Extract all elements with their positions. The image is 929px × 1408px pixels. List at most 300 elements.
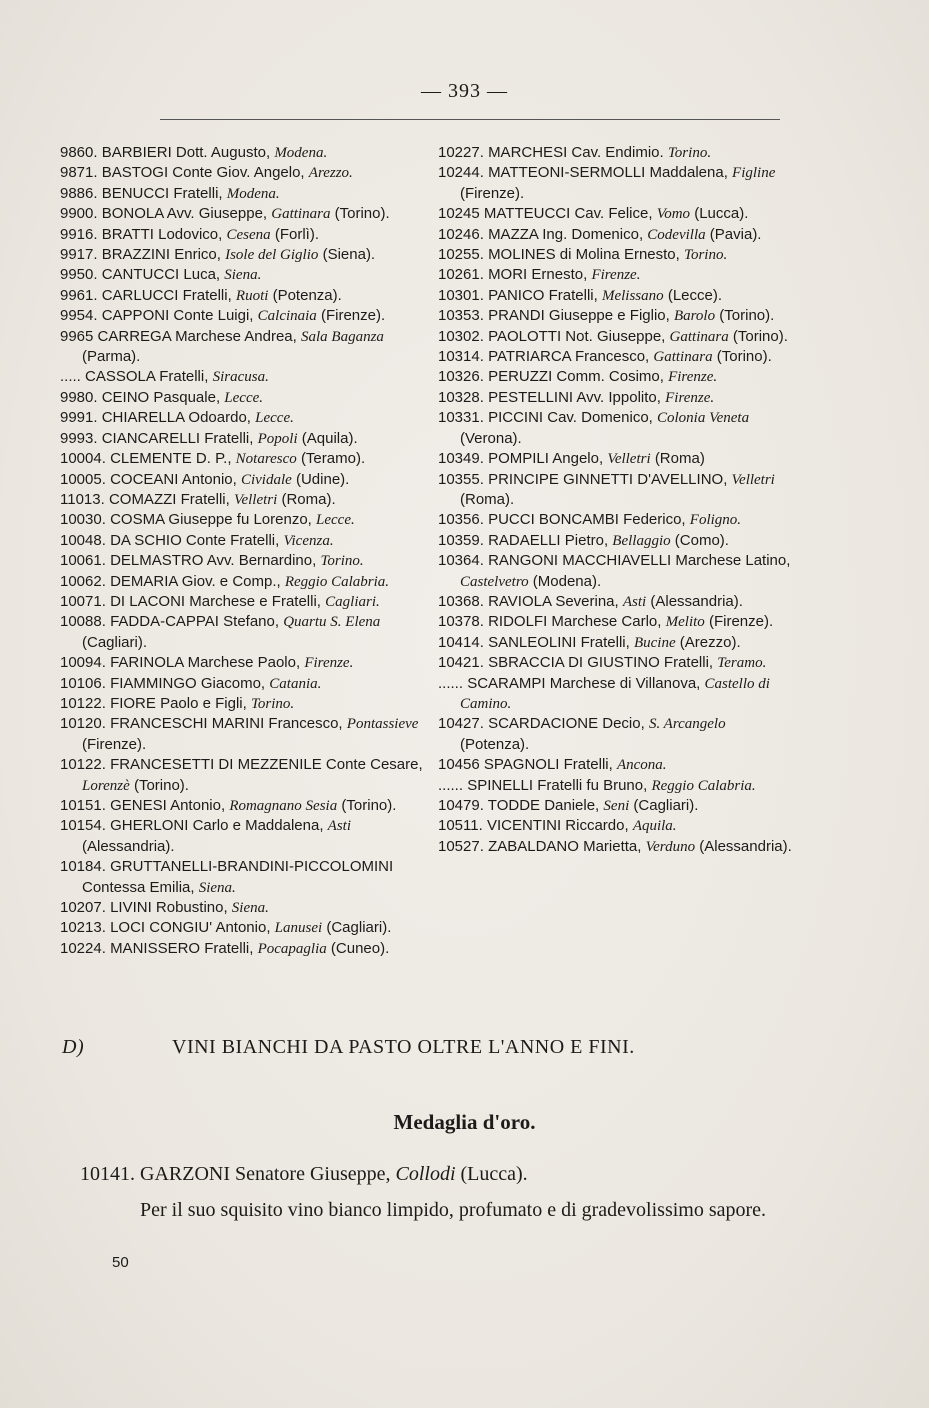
entry-number: 10227. — [438, 144, 484, 161]
entry-place: Torino. — [667, 145, 712, 161]
list-entry — [438, 551, 798, 592]
entry-number: 9991. — [60, 409, 98, 427]
entry-province: (Firenze). — [82, 735, 147, 753]
entry-place: Melissano — [601, 287, 664, 304]
award-number: 10141. — [80, 1163, 135, 1185]
entry-number: 10527. — [438, 837, 484, 855]
entry-number: 10048. — [60, 531, 106, 549]
list-entry — [438, 470, 798, 511]
list-entry — [60, 755, 425, 796]
entry-name: PRINCIPE GINNETTI D'AVELLINO, — [488, 470, 728, 488]
entry-name: CARREGA Marchese Andrea, — [97, 327, 297, 345]
medal-heading: Medaglia d'oro. — [393, 1110, 536, 1134]
entry-name: POMPILI Angelo, — [488, 450, 604, 468]
entry-place: Siena. — [231, 900, 269, 917]
entry-place: Colonia Veneta — [657, 410, 750, 427]
list-entry — [438, 449, 798, 469]
header-rule — [160, 119, 780, 120]
entry-province: (Aquila). — [301, 429, 358, 447]
entry-province: (Lucca). — [694, 205, 749, 223]
entry-number: 10184. — [60, 858, 106, 876]
entry-number: 10328. — [438, 388, 484, 406]
list-entry — [438, 367, 798, 387]
entry-province: (Potenza). — [460, 735, 530, 753]
entry-place: Sala Baganza — [300, 328, 384, 345]
entry-place: Lanusei — [274, 920, 323, 937]
entry-place: Codevilla — [647, 226, 706, 243]
entry-name: MANISSERO Fratelli, — [110, 939, 254, 957]
entry-name: COCEANI Antonio, — [110, 470, 237, 488]
list-entry — [60, 490, 425, 510]
entry-name: PICCINI Cav. Domenico, — [488, 409, 653, 427]
entry-number: 10151. — [60, 797, 106, 814]
entry-name: GRUTTANELLI-BRANDINI-PICCOLOMINI Contessa Emilia, — [82, 858, 394, 896]
entry-province: (Verona). — [460, 429, 522, 447]
entry-place: Foligno. — [689, 512, 742, 529]
entry-place: Teramo. — [717, 655, 767, 672]
list-entry — [438, 143, 798, 163]
entry-number: ...... — [438, 674, 464, 692]
entry-place: Velletri — [731, 471, 775, 488]
entry-name: VICENTINI Riccardo, — [486, 817, 629, 835]
entry-number: 10120. — [60, 715, 106, 733]
entry-place: Verduno — [645, 838, 696, 855]
entry-place: Pocapaglia — [257, 940, 327, 957]
entry-place: Barolo — [673, 308, 716, 325]
entry-place: Firenze. — [591, 267, 641, 284]
entry-name: DELMASTRO Avv. Bernardino, — [110, 552, 317, 570]
entry-name: DEMARIA Giov. e Comp., — [110, 572, 281, 590]
entry-province: (Roma) — [654, 450, 705, 468]
list-entry — [438, 837, 798, 857]
list-entry — [438, 347, 798, 367]
entry-name: PESTELLINI Avv. Ippolito, — [488, 388, 661, 406]
list-entry — [438, 531, 798, 551]
entry-name: PRANDI Giuseppe e Figlio, — [488, 307, 670, 325]
entry-number: 10122. — [60, 694, 106, 712]
entry-province: (Como). — [674, 531, 729, 549]
entry-province: (Torino). — [732, 327, 788, 345]
entry-name: RANGONI MACCHIAVELLI Marchese Latino, — [488, 552, 791, 570]
entry-name: BRAZZINI Enrico, — [101, 246, 221, 264]
entry-province: (Forlì). — [274, 225, 320, 243]
list-entry — [438, 714, 798, 755]
list-entry — [60, 694, 425, 714]
list-entry — [60, 225, 425, 245]
entry-place: Firenze. — [665, 389, 715, 406]
list-entry — [60, 367, 425, 387]
list-entry — [60, 898, 425, 918]
entry-number: 10246. — [438, 225, 484, 243]
entry-number: 9954. — [60, 307, 98, 325]
entry-place: Cividale — [240, 471, 292, 488]
entry-name: FRANCESCHI MARINI Francesco, — [110, 715, 343, 733]
entry-name: BENUCCI Fratelli, — [101, 184, 223, 202]
entry-place: Castelvetro — [460, 573, 529, 590]
entry-province: (Torino). — [719, 307, 775, 325]
list-entry — [438, 163, 798, 204]
right-column — [438, 143, 798, 857]
entry-number: 9950. — [60, 266, 98, 284]
entry-name: GHERLONI Carlo e Maddalena, — [110, 817, 324, 835]
entry-name: BONOLA Avv. Giuseppe, — [101, 205, 268, 223]
entry-name: RAVIOLA Severina, — [488, 592, 619, 610]
list-entry — [60, 572, 425, 592]
entry-place: Asti — [622, 593, 647, 610]
list-entry — [60, 857, 425, 898]
entry-name: DA SCHIO Conte Fratelli, — [110, 531, 280, 549]
entry-province: (Udine). — [295, 470, 350, 488]
entry-number: 10349. — [438, 450, 484, 468]
entry-place: Vomo — [656, 206, 691, 223]
entry-number: 10326. — [438, 368, 484, 386]
entry-province: (Firenze). — [460, 184, 525, 202]
list-entry — [438, 408, 798, 449]
entry-number: 10088. — [60, 613, 106, 631]
list-entry — [438, 388, 798, 408]
entry-number: 10224. — [60, 939, 106, 957]
entry-number: 9961. — [60, 286, 98, 304]
entry-province: (Cuneo). — [330, 939, 390, 957]
list-entry — [60, 612, 425, 653]
sheet-number: 50 — [112, 1254, 129, 1271]
entry-name: MOLINES di Molina Ernesto, — [488, 246, 680, 264]
list-entry — [438, 327, 798, 347]
entry-province: (Firenze). — [708, 613, 774, 631]
list-entry — [60, 510, 425, 530]
entry-place: Bellaggio — [612, 532, 671, 549]
entry-number: 10353. — [438, 307, 484, 325]
page-number: — 393 — — [421, 80, 508, 102]
entry-number: 10359. — [438, 531, 484, 549]
entry-name: PANICO Fratelli, — [488, 286, 598, 304]
entry-name: CARLUCCI Fratelli, — [101, 286, 232, 304]
entry-place: Modena. — [226, 185, 280, 202]
entry-name: CLEMENTE D. P., — [110, 450, 232, 468]
entry-name: MARCHESI Cav. Endimio. — [488, 144, 664, 161]
list-entry — [60, 408, 425, 428]
entry-province: (Roma). — [281, 490, 336, 508]
entry-number: 9886. — [60, 184, 98, 202]
entry-number: 10378. — [438, 613, 484, 631]
entry-name: FIORE Paolo e Figli, — [110, 694, 247, 712]
entry-name: MATTEUCCI Cav. Felice, — [483, 205, 653, 223]
entry-name: SPINELLI Fratelli fu Bruno, — [467, 776, 648, 794]
entry-number: 10213. — [60, 919, 106, 937]
entry-name: COSMA Giuseppe fu Lorenzo, — [110, 511, 312, 529]
list-entry — [60, 816, 425, 857]
entry-name: CHIARELLA Odoardo, — [101, 409, 251, 427]
list-entry — [60, 714, 425, 755]
list-entry — [60, 306, 425, 326]
entry-name: CANTUCCI Luca, — [101, 266, 221, 284]
entry-place: Modena. — [274, 145, 328, 161]
entry-place: Torino. — [683, 247, 728, 264]
entry-name: CEINO Pasquale, — [101, 388, 221, 406]
entry-number: 9916. — [60, 225, 98, 243]
list-entry — [60, 327, 425, 368]
entry-name: PUCCI BONCAMBI Federico, — [488, 511, 686, 529]
list-entry — [438, 653, 798, 673]
entry-place: Pontassieve — [346, 716, 419, 733]
entry-place: Catania. — [269, 675, 322, 692]
entry-province: (Cagliari). — [82, 633, 148, 651]
entry-place: Popoli — [257, 430, 298, 447]
entry-number: 10368. — [438, 592, 484, 610]
entry-name: PAOLOTTI Not. Giuseppe, — [488, 327, 666, 345]
entry-name: MORI Ernesto, — [488, 266, 588, 284]
entry-number: ...... — [438, 776, 464, 794]
entry-number: 10331. — [438, 409, 484, 427]
entry-name: CASSOLA Fratelli, — [85, 368, 209, 386]
left-column — [60, 143, 425, 959]
entry-place: Gattinara — [271, 206, 331, 223]
list-entry — [438, 245, 798, 265]
entry-province: (Torino). — [341, 797, 397, 814]
entry-number: 10154. — [60, 817, 106, 835]
entry-number: 10261. — [438, 266, 484, 284]
entry-place: Romagnano Sesia — [229, 798, 338, 814]
entry-place: Seni — [603, 798, 630, 814]
entry-place: Ancona. — [616, 757, 667, 774]
entry-province: (Modena). — [532, 572, 602, 590]
entry-number: 10062. — [60, 572, 106, 590]
award-entry — [80, 1160, 810, 1224]
entry-place: Firenze. — [304, 655, 354, 672]
list-entry — [60, 449, 425, 469]
entry-place: Aquila. — [632, 818, 677, 835]
list-entry — [60, 245, 425, 265]
entry-number: 10061. — [60, 552, 106, 570]
list-entry — [60, 204, 425, 224]
list-entry — [60, 918, 425, 938]
entry-place: Figline — [732, 165, 776, 182]
list-entry — [60, 143, 425, 163]
entry-province: (Alessandria). — [650, 592, 743, 610]
entry-number: 10356. — [438, 511, 484, 529]
entry-province: (Roma). — [460, 490, 515, 508]
entry-name: PERUZZI Comm. Cosimo, — [488, 368, 664, 386]
entry-name: CAPPONI Conte Luigi, — [101, 307, 254, 325]
entry-number: 10004. — [60, 450, 106, 468]
entry-name: SBRACCIA DI GIUSTINO Fratelli, — [488, 654, 714, 672]
entry-province: (Alessandria). — [699, 837, 792, 855]
entry-number: 10421. — [438, 654, 484, 672]
entry-number: ..... — [60, 368, 81, 386]
list-entry — [60, 939, 425, 959]
entry-place: Isole del Giglio — [225, 247, 319, 264]
list-entry — [60, 470, 425, 490]
entry-name: SCARAMPI Marchese di Villanova, — [467, 674, 701, 692]
entry-place: Cesena — [226, 226, 271, 243]
list-entry — [60, 653, 425, 673]
entry-place: Asti — [327, 818, 352, 835]
entry-name: BRATTI Lodovico, — [101, 225, 223, 243]
list-entry — [60, 551, 425, 571]
award-name: GARZONI Senatore Giuseppe, — [140, 1163, 391, 1185]
entry-place: Lecce. — [224, 389, 264, 406]
entry-number: 10301. — [438, 286, 484, 304]
list-entry — [60, 531, 425, 551]
entry-place: Torino. — [250, 695, 295, 712]
entry-province: (Cagliari). — [326, 919, 392, 937]
list-entry — [438, 225, 798, 245]
list-entry — [60, 388, 425, 408]
entry-place: Vicenza. — [283, 532, 334, 549]
entry-number: 10005. — [60, 470, 106, 488]
list-entry — [438, 776, 798, 796]
entry-province: (Parma). — [82, 348, 141, 366]
entry-name: MATTEONI-SERMOLLI Maddalena, — [488, 164, 728, 182]
list-entry — [438, 816, 798, 836]
entry-place: S. Arcangelo — [648, 716, 726, 733]
entry-number: 10456 — [438, 756, 480, 774]
entry-province: (Torino). — [334, 205, 390, 223]
entry-number: 10302. — [438, 327, 484, 345]
list-entry — [438, 612, 798, 632]
list-entry — [60, 286, 425, 306]
entry-province: (Arezzo). — [679, 633, 741, 651]
entry-name: MAZZA Ing. Domenico, — [488, 225, 644, 243]
list-entry — [438, 510, 798, 530]
list-entry — [438, 755, 798, 775]
entry-place: Lorenzè — [82, 777, 130, 794]
entry-place: Firenze. — [668, 369, 718, 386]
entry-number: 10071. — [60, 592, 106, 610]
entry-number: 10479. — [438, 797, 484, 814]
entry-place: Calcinaia — [257, 308, 317, 325]
entry-place: Ruoti — [235, 287, 269, 304]
award-line — [80, 1160, 810, 1188]
entry-number: 10244. — [438, 164, 484, 182]
entry-name: RIDOLFI Marchese Carlo, — [488, 613, 662, 631]
entry-number: 9965 — [60, 327, 94, 345]
entry-place: Siena. — [224, 267, 262, 284]
list-entry — [438, 204, 798, 224]
entry-number: 10245 — [438, 205, 480, 223]
entry-number: 10414. — [438, 633, 484, 651]
entry-number: 10511. — [438, 817, 483, 835]
entry-place: Velletri — [233, 491, 278, 508]
entry-number: 10122. — [60, 756, 106, 774]
entry-name: CIANCARELLI Fratelli, — [101, 429, 254, 447]
entry-number: 10207. — [60, 899, 106, 917]
entry-name: DI LACONI Marchese e Fratelli, — [110, 592, 321, 610]
entry-place: Gattinara — [653, 349, 713, 366]
list-entry — [438, 286, 798, 306]
entry-province: (Lecce). — [667, 286, 723, 304]
list-entry — [60, 163, 425, 183]
list-entry — [438, 796, 798, 816]
list-entry — [60, 674, 425, 694]
entry-number: 10030. — [60, 511, 106, 529]
list-entry — [438, 306, 798, 326]
entry-place: Cagliari. — [325, 593, 380, 610]
entry-name: SPAGNOLI Fratelli, — [483, 756, 613, 774]
entry-name: BASTOGI Conte Giov. Angelo, — [101, 164, 305, 182]
list-entry — [438, 674, 798, 715]
entry-number: 11013. — [60, 490, 105, 508]
entry-province: (Cagliari). — [633, 797, 699, 814]
entry-name: RADAELLI Pietro, — [488, 531, 609, 549]
entry-province: (Pavia). — [709, 225, 762, 243]
entry-name: SCARDACIONE Decio, — [488, 715, 645, 733]
entry-name: FADDA-CAPPAI Stefano, — [110, 613, 280, 631]
entry-number: 9860. — [60, 144, 98, 161]
list-entry — [60, 429, 425, 449]
entry-name: LOCI CONGIU' Antonio, — [110, 919, 271, 937]
entry-place: Castello di Camino. — [460, 675, 770, 712]
entry-place: Lecce. — [255, 410, 294, 427]
entry-number: 10427. — [438, 715, 484, 733]
entry-name: FARINOLA Marchese Paolo, — [110, 654, 301, 672]
list-entry — [438, 265, 798, 285]
entry-number: 9980. — [60, 388, 98, 406]
entry-name: ZABALDANO Marietta, — [488, 837, 642, 855]
entry-number: 9900. — [60, 205, 98, 223]
award-place: Collodi — [395, 1163, 456, 1185]
entry-number: 10314. — [438, 348, 484, 366]
entry-place: Reggio Calabria. — [284, 573, 390, 590]
entry-province: (Torino). — [716, 348, 772, 366]
entry-name: COMAZZI Fratelli, — [108, 490, 230, 508]
list-entry — [60, 265, 425, 285]
entry-number: 10355. — [438, 470, 484, 488]
entry-name: FIAMMINGO Giacomo, — [110, 674, 266, 692]
award-place-tail: (Lucca). — [460, 1163, 528, 1185]
entry-place: Torino. — [320, 553, 364, 570]
entry-province: (Teramo). — [300, 450, 366, 468]
entry-province: (Torino). — [133, 776, 189, 794]
entry-number: 9871. — [60, 164, 98, 182]
list-entry — [60, 184, 425, 204]
section-letter: D) — [62, 1036, 85, 1058]
entry-name: PATRIARCA Francesco, — [488, 348, 650, 366]
entry-number: 10106. — [60, 674, 106, 692]
entry-place: Velletri — [607, 451, 651, 468]
entry-place: Gattinara — [669, 328, 729, 345]
entry-province: (Alessandria). — [82, 837, 175, 855]
award-description: Per il suo squisito vino bianco limpido, profumato e di gradevolissimo sapore. — [140, 1199, 767, 1221]
entry-number: 10255. — [438, 246, 484, 264]
entry-province: (Firenze). — [320, 307, 386, 325]
entry-name: TODDE Daniele, — [487, 797, 600, 814]
entry-name: FRANCESETTI DI MEZZENILE Conte Cesare, — [110, 756, 423, 774]
entry-number: 9993. — [60, 429, 98, 447]
entry-place: Quartu S. Elena — [283, 614, 381, 631]
entry-name: LIVINI Robustino, — [110, 899, 228, 917]
entry-province: (Siena). — [322, 246, 376, 264]
entry-place: Bucine — [633, 634, 676, 651]
entry-place: Reggio Calabria. — [651, 777, 756, 794]
list-entry — [60, 796, 425, 816]
entry-place: Notaresco — [235, 451, 297, 468]
entry-place: Siracusa. — [212, 369, 269, 386]
entry-number: 10364. — [438, 552, 484, 570]
list-entry — [438, 592, 798, 612]
entry-place: Melito — [665, 614, 705, 631]
section-title: VINI BIANCHI DA PASTO OLTRE L'ANNO E FINI. — [172, 1036, 635, 1058]
list-entry — [438, 633, 798, 653]
entry-name: BARBIERI Dott. Augusto, — [101, 144, 271, 161]
entry-name: GENESI Antonio, — [110, 797, 226, 814]
entry-number: 9917. — [60, 246, 98, 264]
list-entry — [60, 592, 425, 612]
entry-province: (Potenza). — [272, 286, 342, 304]
entry-number: 10094. — [60, 654, 106, 672]
entry-name: SANLEOLINI Fratelli, — [488, 633, 630, 651]
entry-place: Arezzo. — [308, 165, 353, 182]
